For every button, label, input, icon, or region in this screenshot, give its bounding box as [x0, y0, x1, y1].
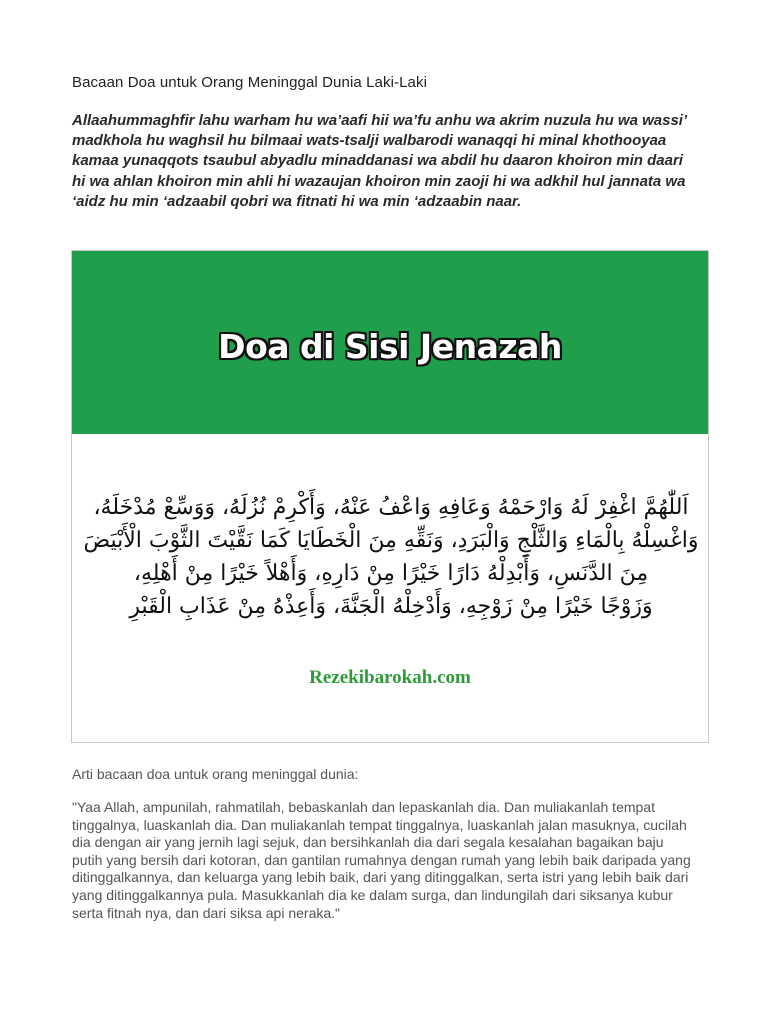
- arabic-line: مِنَ الدَّنَسِ، وَأَبْدِلْهُ دَارًا خَيْرًا مِنْ دَارِهِ، وَأَهْلاً خَيْرًا مِنْ أَهْلِهِ،: [133, 561, 649, 586]
- section-heading: Bacaan Doa untuk Orang Meninggal Dunia Laki-Laki: [72, 74, 428, 91]
- banner-title: Doa di Sisi Jenazah: [218, 327, 562, 366]
- image-watermark: Rezekibarokah.com: [309, 667, 471, 688]
- arabic-line: وَاغْسِلْهُ بِالْمَاءِ وَالثَّلْجِ وَالْبَرَدِ، وَنَقِّهِ مِنَ الْخَطَايَا كَمَا نَقَّيْتَ الثَّوْبَ الْأَبْيَضَ: [83, 528, 699, 553]
- doa-image: [71, 250, 709, 743]
- translation-text: "Yaa Allah, ampunilah, rahmatilah, bebaskanlah dan lepaskanlah dia. Dan muliakanlah tempat tinggalnya, luaskanlah dia. Dan muliakanlah tempat tinggalnya, luaskanlah jalan masuknya, cucilah dia dengan air yang jernih lagi sejuk, dan bersihkanlah dia dari segala kesalahan bagaikan baju putih yang bersih dari kotoran, dan gantilan rumahnya dengan rumah yang lebih baik daripada yang ditinggalkannya, dan keluarga yang lebih baik, dari yang ditinggalkan, serta istri yang lebih baik dari yang ditinggalkannya pula. Masukkanlah dia ke dalam surga, dan lindungilah dari siksanya kubur serta fitnah nya, dan dari siksa api neraka.": [72, 799, 691, 921]
- image-banner: [72, 251, 708, 434]
- arabic-line: وَزَوْجًا خَيْرًا مِنْ زَوْجِهِ، وَأَدْخِلْهُ الْجَنَّةَ، وَأَعِذْهُ مِنْ عَذَابِ الْقَبْرِ: [129, 594, 653, 619]
- arabic-prayer-text: [82, 491, 700, 623]
- latin-transliteration: Allaahummaghfir lahu warham hu wa’aafi hii wa’fu anhu wa akrim nuzula hu wa wassi’ madkhola hu waghsil hu bilmaai wats-tsalji walbarodi wanaqqi hi minal khothooyaa kamaa yunaqqots tsaubul abyadlu minaddanasi wa abdil hu daaron khoiron min daari hi wa ahlan khoiron min ahli hi wazaujan khoiron min zaoji hi wa adkhil hul jannata wa ‘aidz hu min ‘adzaabil qobri wa fitnati hi wa min ‘adzaabin naar.: [72, 112, 687, 210]
- translation-label: Arti bacaan doa untuk orang meninggal dunia:: [72, 766, 359, 782]
- arabic-line: اَللّٰهُمَّ اغْفِرْ لَهُ وَارْحَمْهُ وَعَافِهِ وَاعْفُ عَنْهُ، وَأَكْرِمْ نُزُلَهُ، وَوَسِّعْ مُدْخَلَهُ،: [93, 495, 689, 520]
